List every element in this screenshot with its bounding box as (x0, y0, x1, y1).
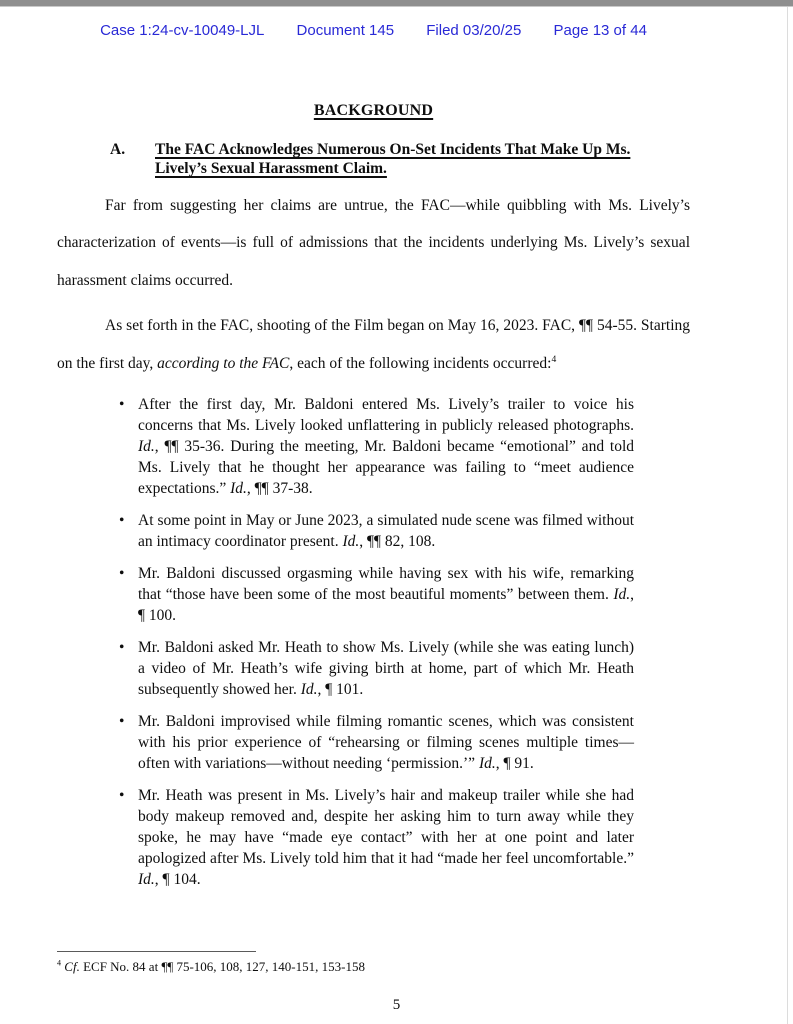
subheading-a (110, 141, 690, 179)
stamp-page-indicator: Page 13 of 44 (553, 22, 647, 39)
paragraph-2: As set forth in the FAC, shooting of the Film began on May 16, 2023. FAC, ¶¶ 54-55. Starting on the first day, according to the FAC, each of the following incidents occurred:$^4$ (57, 317, 690, 372)
stamp-document-number: Document 145 (296, 22, 395, 39)
subheading-title: The FAC Acknowledges Numerous On-Set Incidents That Make Up Ms. Lively’s Sexual Harassment Claim. (155, 141, 631, 177)
stamp-case-number: Case 1:24-cv-10049-LJL (100, 22, 265, 39)
footnote (57, 951, 657, 975)
page-content (0, 7, 793, 1024)
list-item-3: • Mr. Baldoni discussed orgasming while having sex with his wife, remarking that “those have been some of the most beautiful moments” between them. Id., ¶ 100. (117, 563, 634, 626)
stamp-filed-date: Filed 03/20/25 (426, 22, 522, 39)
paragraph-1: Far from suggesting her claims are untrue, the FAC—while quibbling with Ms. Lively’s characterization of events—is full of admissions that the incidents underlying Ms. Lively’s sexual harassment claims occurred. (57, 196, 690, 289)
list-item-6: • Mr. Heath was present in Ms. Lively’s hair and makeup trailer while she had body makeup removed and, despite her asking him to turn away while they spoke, he may have “made eye contact” with her at one point and later apologized after Ms. Lively told him that it had “made her feel uncomfortable.” Id., ¶ 104. (117, 785, 634, 890)
footnote-text: $^4$ Cf. ECF No. 84 at ¶¶ 75-106, 108, 127, 140-151, 153-158 (57, 958, 365, 974)
footnote-separator (57, 951, 256, 952)
list-item-1: • After the first day, Mr. Baldoni entered Ms. Lively’s trailer to voice his concerns that Ms. Lively looked unflattering in publicly released photographs. Id., ¶¶ 35-36. During the meeting, Mr. Baldoni became “emotional” and told Ms. Lively that he thought her appearance was failing to “meet audience expectations.” Id., ¶¶ 37-38. (117, 394, 634, 499)
court-stamp (57, 7, 690, 39)
list-item-4: • Mr. Baldoni asked Mr. Heath to show Ms. Lively (while she was eating lunch) a video of Mr. Heath’s wife giving birth at home, part of which Mr. Heath subsequently showed her. Id., ¶ 101. (117, 637, 634, 700)
page-number: 5 (392, 997, 401, 1013)
incident-list (117, 394, 634, 890)
subheading-label: A. (110, 141, 126, 158)
list-item-2: • At some point in May or June 2023, a simulated nude scene was filmed without an intimacy coordinator present. Id., ¶¶ 82, 108. (117, 510, 634, 552)
section-heading-background: BACKGROUND (313, 102, 434, 119)
viewer-edge-bar (0, 0, 793, 7)
list-item-5: • Mr. Baldoni improvised while filming romantic scenes, which was consistent with his prior experience of “rehearsing or filming scenes multiple times—often with variations—without needing ‘permission.’” Id., ¶ 91. (117, 711, 634, 774)
